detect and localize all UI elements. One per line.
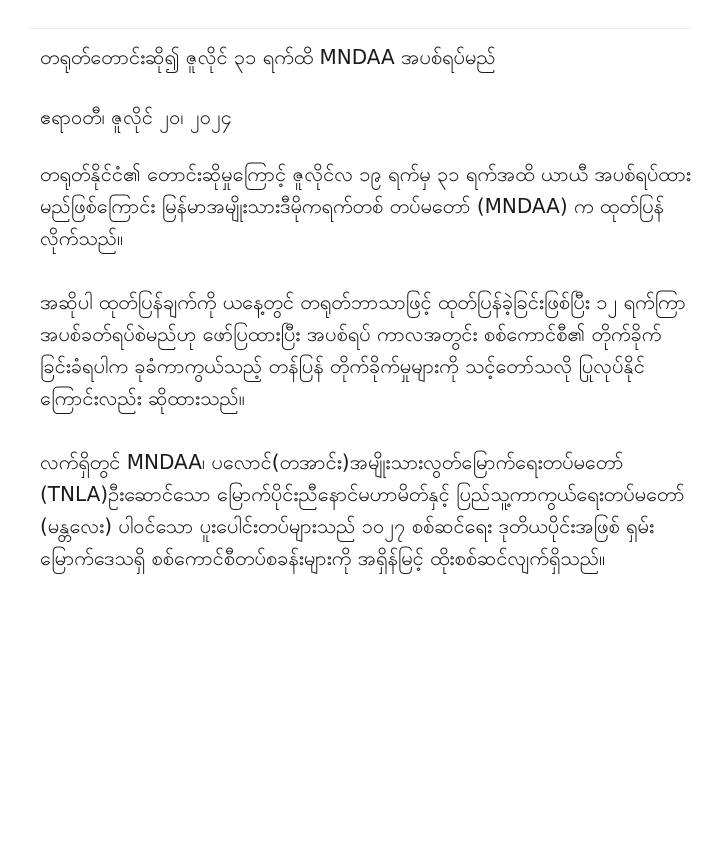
article-dateline: ဧရာဝတီ၊ ဇူလိုင် ၂၀၊ ၂၀၂၄: [40, 105, 233, 129]
article-paragraph-3: လက်ရှိတွင် MNDAA၊ ပလောင်(တအာင်း)အမျိုးသားလွတ်မြောက်ရေးတပ်မတော် (TNLA)ဦးဆောင်သော မြောက်ပိုင်းညီနောင်မဟာမိတ်နှင့် ပြည်သူ့ကာကွယ်ရေးတပ်မတော် (မန္တလေး) ပါဝင်သော ပူးပေါင်းတပ်များသည် ၁၀၂၇ စစ်ဆင်ရေး ဒုတိယပိုင်းအဖြစ် ရှမ်းမြောက်ဒေသရှိ စစ်ကောင်စီတပ်စခန်းများကို အရှိန်မြင့် ထိုးစစ်ဆင်လျက်ရှိသည်။: [40, 450, 685, 570]
article-paragraph-1: တရုတ်နိုင်ငံ၏ တောင်းဆိုမှုကြောင့် ဇူလိုင်လ ၁၉ ရက်မှ ၃၁ ရက်အထိ ယာယီ အပစ်ရပ်ထားမည်ဖြစ်ကြောင်း မြန်မာအမျိုးသားဒီမိုကရက်တစ် တပ်မတော် (MNDAA) က ထုတ်ပြန်လိုက်သည်။: [40, 162, 691, 250]
article-headline: တရုတ်တောင်းဆို၍ ဇူလိုင် ၃၁ ရက်ထိ MNDAA အပစ်ရပ်မည်: [40, 45, 496, 69]
top-divider: [28, 28, 692, 29]
article-paragraph-2: အဆိုပါ ထုတ်ပြန်ချက်ကို ယနေ့တွင် တရုတ်ဘာသာဖြင့် ထုတ်ပြန်ခဲ့ခြင်းဖြစ်ပြီး ၁၂ ရက်ကြာ အပစ်ခတ်ရပ်စဲမည်ဟု ဖော်ပြထားပြီး အပစ်ရပ် ကာလအတွင်း စစ်ကောင်စီ၏ တိုက်ခိုက်ခြင်းခံရပါက ခုခံကာကွယ်သည့် တန်ပြန် တိုက်ခိုက်မှုများကို သင့်တော်သလို ပြုလုပ်နိုင်ကြောင်းလည်း ဆိုထားသည်။: [40, 290, 686, 410]
